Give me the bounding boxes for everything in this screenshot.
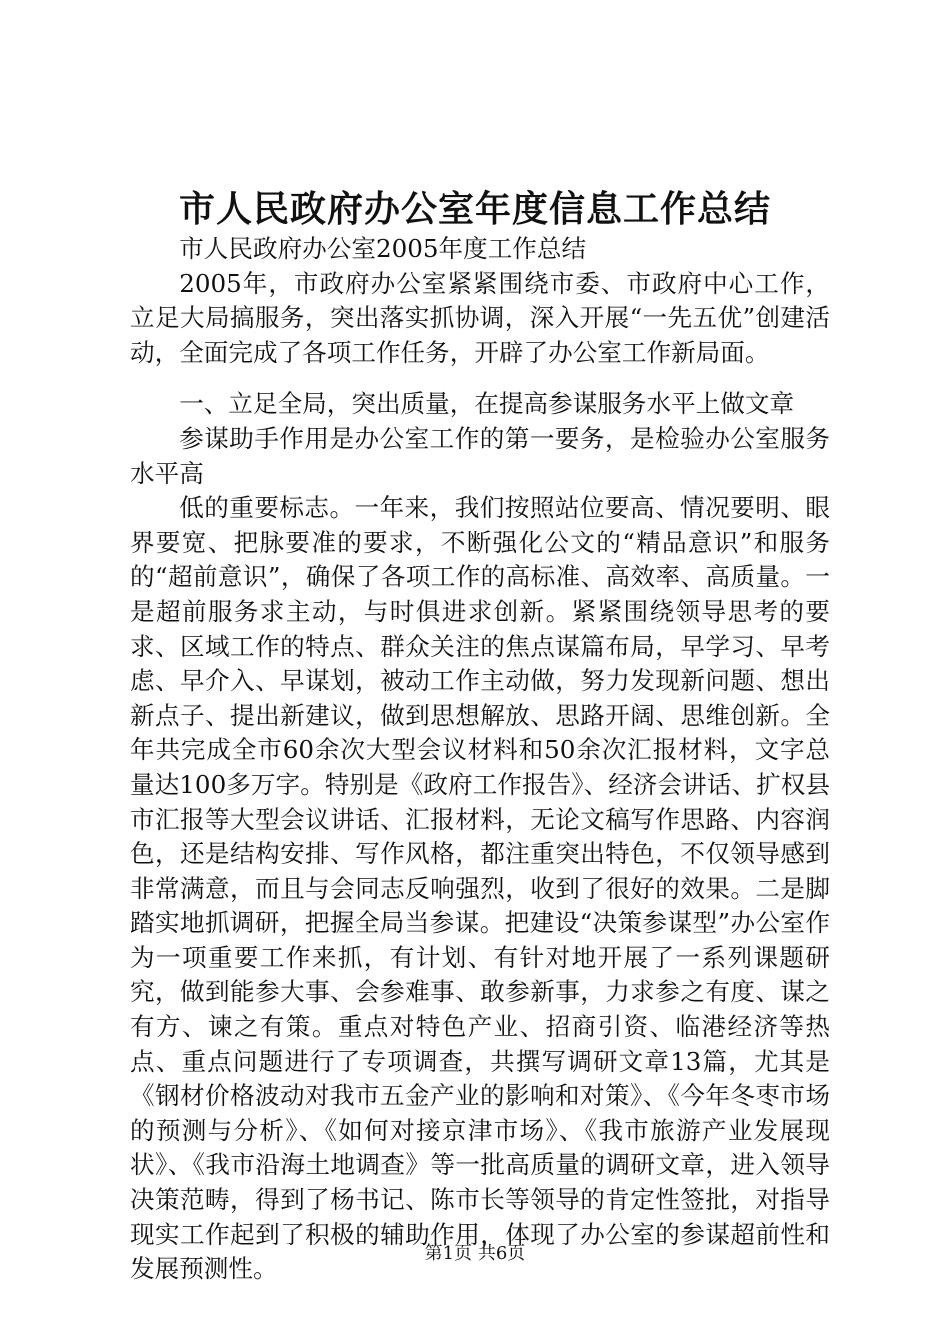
paragraph-section-lead: 参谋助手作用是办公室工作的第一要务，是检验办公室服务水平高	[130, 423, 830, 488]
document-title: 市人民政府办公室年度信息工作总结	[178, 188, 771, 230]
paragraph-spacer	[130, 370, 830, 387]
document-body	[130, 232, 830, 1287]
page-number-footer: 第1页 共6页	[424, 1243, 526, 1264]
paragraph-section-body: 低的重要标志。一年来，我们按照站位要高、情况要明、眼界要宽、把脉要准的要求，不断强化公文的“精品意识”和服务的“超前意识”，确保了各项工作的高标准、高效率、高质量。一是超前服务求主动，与时俱进求创新。紧紧围绕领导思考的要求、区域工作的特点、群众关注的焦点谋篇布局，早学习、早考虑、早介入、早谋划，被动工作主动做，努力发现新问题、想出新点子、提出新建议，做到思想解放、思路开阔、思维创新。全年共完成全市60余次大型会议材料和50余次汇报材料，文字总量达100多万字。特别是《政府工作报告》、经济会讲话、扩权县市汇报等大型会议讲话、汇报材料，无论文稿写作思路、内容润色，还是结构安排、写作风格，都注重突出特色，不仅领导感到非常满意，而且与会同志反响强烈，收到了很好的效果。二是脚踏实地抓调研，把握全局当参谋。把建设“决策参谋型”办公室作为一项重要工作来抓，有计划、有针对地开展了一系列课题研究，做到能参大事、会参难事、敢参新事，力求参之有度、谋之有方、谏之有策。重点对特色产业、招商引资、临港经济等热点、重点问题进行了专项调查，共撰写调研文章13篇，尤其是《钢材价格波动对我市五金产业的影响和对策》、《今年冬枣市场的预测与分析》、《如何对接京津市场》、《我市旅游产业发展现状》、《我市沿海土地调查》等一批高质量的调研文章，进入领导决策范畴，得到了杨书记、陈市长等领导的肯定性签批，对指导现实工作起到了积极的辅助作用，体现了办公室的参谋超前性和发展预测性。	[130, 493, 830, 1284]
paragraph-subtitle: 市人民政府办公室2005年度工作总结	[179, 234, 587, 263]
section-heading: 一、立足全局，突出质量，在提高参谋服务水平上做文章	[179, 389, 795, 419]
paragraph-intro: 2005年，市政府办公室紧紧围绕市委、市政府中心工作，立足大局搞服务，突出落实抓协调，深入开展“一先五优”创建活动，全面完成了各项工作任务，开辟了办公室工作新局面。	[130, 268, 830, 367]
